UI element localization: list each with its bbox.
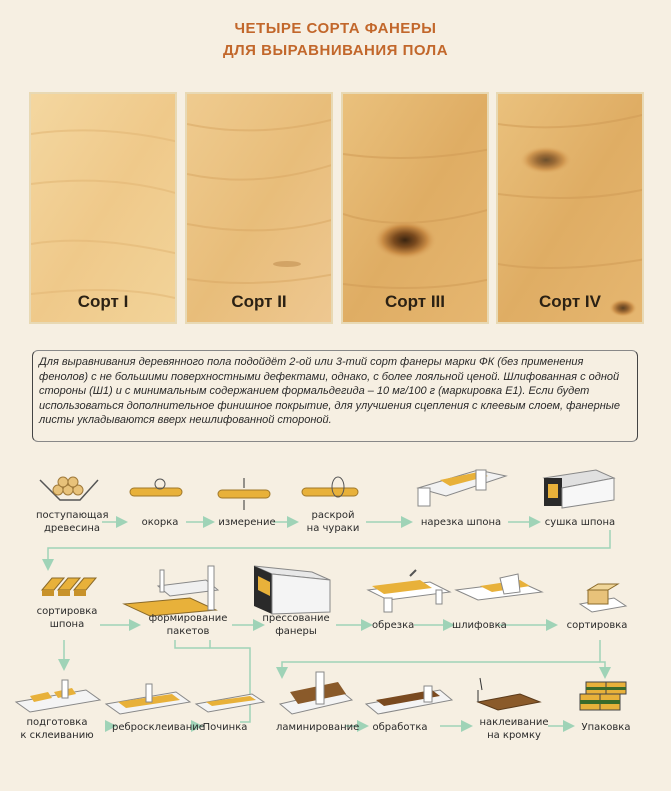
description-box: Для выравнивания деревянного пола подойдёт 2-ой или 3-тий сорт фанеры марки ФК (без применения фенолов) с не большими поверхностными дефектами, однако, с более лояльной ценой. Шлифованная с одной стороны (Ш1) и с минимальным содержанием формальдегида – 10 мг/100 г (маркировка Е1). Если будет использоваться дополнительное финишное покрытие, для улучшения сцепления с клеевым слоем, фанерные листы укладываются вверх нешлифованной стороной. [32,350,638,442]
step-label-measuring: измерение [218,517,276,528]
package-forming-icon [124,566,218,616]
laminating-icon [280,672,352,714]
step-label-pressing: прессование фанеры [262,613,330,637]
debarking-icon [130,479,182,496]
press-icon [254,566,330,614]
veneer-cutter-icon [418,470,506,506]
processing-icon [366,686,452,714]
grade-1-label: Сорт I [77,292,129,311]
step-label-package-forming: формирование пакетов [148,613,228,637]
step-label-veneer-drying: сушка шпона [544,517,616,528]
step-label-packing: Упаковка [581,722,631,733]
step-label-final-sorting: сортировка [566,620,628,631]
step-label-veneer-sorting: сортировка шпона [36,606,98,630]
packing-icon [580,682,626,710]
step-label-debarking: окорка [141,517,179,528]
final-sorting-icon [580,584,626,612]
step-label-incoming-wood: поступающая древесина [36,510,109,534]
step-label-laminating: ламинирование [276,722,360,733]
title-line-1: ЧЕТЫРЕ СОРТА ФАНЕРЫ [234,20,437,37]
step-label-trimming: обрезка [372,620,415,631]
sanding-icon [456,574,542,600]
step-label-repair: Починка [202,722,248,733]
veneer-sorting-icon [42,578,96,596]
dryer-icon [544,470,614,508]
step-label-processing: обработка [372,722,428,733]
step-label-veneer-cutting: нарезка шпона [420,517,502,528]
cutting-icon [302,477,358,497]
measuring-icon [218,478,270,510]
step-label-edge-gluing: ребросклеивание [112,722,205,733]
step-label-sanding: шлифовка [452,620,507,631]
grade-4-label: Сорт IV [539,292,601,311]
trimming-icon [368,570,450,612]
title-line-2: ДЛЯ ВЫРАВНИВАНИЯ ПОЛА [222,42,449,59]
step-label-cutting: раскрой на чураки [306,510,360,534]
step-label-gluing-prep: подготовка к склеиванию [20,717,94,741]
gluing-prep-icon [16,680,100,712]
step-label-edge-banding: наклеивание на кромку [479,717,549,741]
grade-2-label: Сорт II [231,292,287,311]
edge-banding-icon [478,678,540,710]
grade-3-label: Сорт III [384,292,446,311]
logs-icon [40,477,98,500]
edge-gluing-icon [106,684,190,714]
repair-icon [196,694,264,712]
